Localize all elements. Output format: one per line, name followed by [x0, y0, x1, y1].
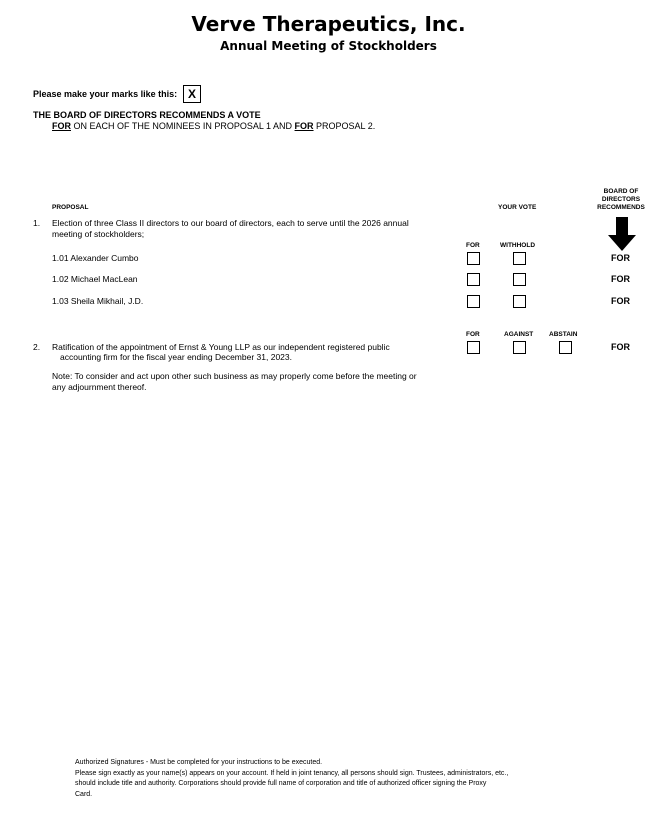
footer-signature-instructions: [75, 758, 605, 800]
marks-instruction: Please make your marks like this:: [33, 89, 178, 99]
marks-example-box: X: [183, 85, 201, 103]
your-vote-column-header: YOUR VOTE: [498, 204, 537, 211]
nominee-2-for-checkbox[interactable]: [467, 273, 480, 286]
nominee-3-withhold-checkbox[interactable]: [513, 295, 526, 308]
footer-line: Authorized Signatures - Must be completed for your instructions to be executed.: [75, 759, 323, 766]
board-recommends-column-header: [590, 188, 652, 212]
nominee-1-withhold-checkbox[interactable]: [513, 252, 526, 265]
nominee-2-withhold-checkbox[interactable]: [513, 273, 526, 286]
footer-line: should include title and authority. Corporations should provide full name of corporation and title of authorized officer signing the Proxy: [75, 780, 487, 787]
board-recommends-line: BOARD OF: [603, 188, 639, 195]
proposal-1-text-line1: Election of three Class II directors to our board of directors, each to serve until the 2026 annual: [52, 218, 409, 228]
nominee-3-board-rec: FOR: [611, 296, 630, 306]
proposal-1-number: 1.: [33, 218, 41, 228]
proposal-2-board-rec: FOR: [611, 342, 630, 352]
rec-for-1: FOR: [52, 121, 71, 131]
nominee-1-board-rec: FOR: [611, 253, 630, 263]
note-line1: Note: To consider and act upon other such business as may properly come before the meeting or: [52, 371, 417, 381]
proposal-column-header: PROPOSAL: [52, 204, 89, 211]
nominee-2-board-rec: FOR: [611, 274, 630, 284]
arrow-down-icon: [608, 217, 636, 251]
proposal-2-number: 2.: [33, 342, 41, 352]
proposal-2-text-line1: Ratification of the appointment of Ernst & Young LLP as our independent registered public: [52, 342, 390, 352]
proposal-2-abstain-header: ABSTAIN: [549, 331, 578, 338]
proposal-2-against-header: AGAINST: [504, 331, 534, 338]
rec-for-2: FOR: [294, 121, 314, 131]
rec-end: PROPOSAL 2.: [313, 121, 376, 131]
rec-mid: ON EACH OF THE NOMINEES IN PROPOSAL 1 AND: [71, 121, 295, 131]
nominee-2-label: 1.02 Michael MacLean: [52, 274, 138, 284]
nominee-1-label: 1.01 Alexander Cumbo: [52, 253, 139, 263]
proposal-2-for-checkbox[interactable]: [467, 341, 480, 354]
nominee-3-for-checkbox[interactable]: [467, 295, 480, 308]
nominee-3-label: 1.03 Sheila Mikhail, J.D.: [52, 296, 144, 306]
footer-line: Please sign exactly as your name(s) appears on your account. If held in joint tenancy, all persons should sign. Trustees, administrators, etc.,: [75, 769, 509, 777]
proposal-2-abstain-checkbox[interactable]: [559, 341, 572, 354]
proposal-1-text-line2: meeting of stockholders;: [52, 229, 145, 239]
nominee-1-for-checkbox[interactable]: [467, 252, 480, 265]
company-title: Verve Therapeutics, Inc.: [191, 12, 466, 36]
board-recommendation-heading: THE BOARD OF DIRECTORS RECOMMENDS A VOTE: [33, 110, 261, 120]
proposal-2-for-header: FOR: [466, 331, 480, 338]
board-recommends-line: DIRECTORS: [601, 196, 641, 203]
board-recommends-line: RECOMMENDS: [597, 204, 645, 211]
proposal-1-withhold-header: WITHHOLD: [500, 242, 536, 249]
board-recommendation-text: [52, 121, 375, 131]
proposal-2-against-checkbox[interactable]: [513, 341, 526, 354]
meeting-subtitle: Annual Meeting of Stockholders: [220, 39, 437, 53]
footer-line: Card.: [75, 790, 93, 798]
proposal-1-for-header: FOR: [466, 242, 480, 249]
note-line2: any adjournment thereof.: [52, 382, 147, 392]
proposal-2-text-line2: accounting firm for the fiscal year ending December 31, 2023.: [60, 352, 292, 362]
